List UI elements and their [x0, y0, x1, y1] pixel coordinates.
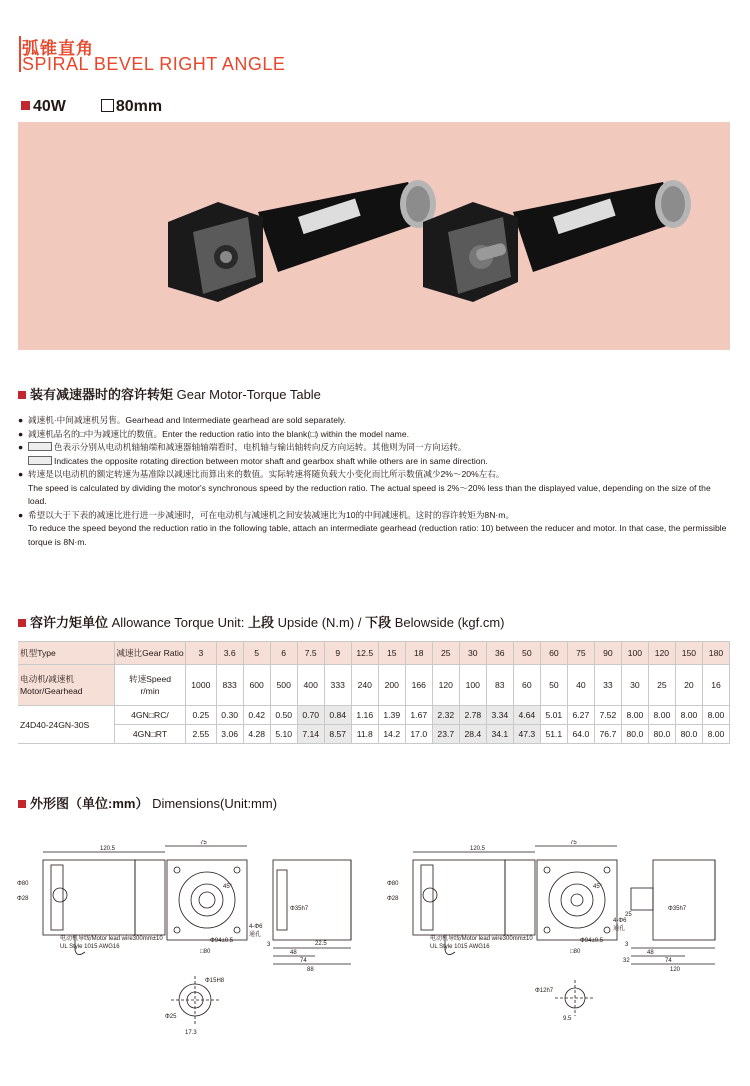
ratio-cell: 180: [702, 642, 729, 665]
type-header: 机型Type: [18, 642, 115, 665]
lead-wire-label: 电动机导线/Motor lead wire300mm±10: [430, 936, 533, 942]
dims-title-cn: 外形图（单位:mm）: [30, 796, 149, 811]
speed-cell: 120: [432, 665, 459, 706]
torque-nm-cell: 0.42: [243, 706, 270, 725]
red-square-icon: [21, 101, 30, 110]
torque-nm-cell: 6.27: [567, 706, 594, 725]
dim-holes: 4-Φ6: [249, 924, 263, 930]
speed-cell: 200: [378, 665, 405, 706]
speed-cell: 833: [216, 665, 243, 706]
speed-cell: 83: [486, 665, 513, 706]
note-item: ● 转速是以电动机的额定转速为基准除以减速比而算出来的数值。实际转速将随负载大小变化而比所示数值减少2%～20%左右。: [18, 469, 505, 479]
dim-88: 88: [307, 967, 314, 973]
dim-d80: Φ80: [387, 881, 399, 887]
torque-nm-cell: 0.30: [216, 706, 243, 725]
speed-cell: 1000: [186, 665, 217, 706]
dim-holes: 4-Φ6: [613, 918, 627, 924]
ratio-cell: 6: [270, 642, 297, 665]
spec-frame: 80mm: [115, 98, 163, 115]
speed-cell: 400: [297, 665, 324, 706]
speed-cell: 240: [351, 665, 378, 706]
torque-kgf-cell: 4.28: [243, 725, 270, 744]
torque-nm-cell: 8.00: [702, 706, 729, 725]
torque-nm-cell: 8.00: [621, 706, 648, 725]
title-accent-bar: [19, 36, 21, 72]
table-row: [18, 725, 730, 744]
dim-3: 3: [267, 942, 271, 948]
note-text: 希望以大于下表的减速比进行进一步减速时，可在电动机与减速机之间安装减速比为10的中间减速机。这时的容许转矩为8N·m。: [28, 509, 515, 520]
dim-48: 48: [290, 950, 297, 956]
dimension-drawing-right: [385, 840, 745, 1050]
ratio-cell: 3: [186, 642, 217, 665]
page-title-en: SPIRAL BEVEL RIGHT ANGLE: [22, 54, 286, 74]
speed-cell: 100: [459, 665, 486, 706]
red-square-icon: [18, 391, 26, 399]
torque-kgf-cell: 8.00: [702, 725, 729, 744]
dim-len1: 120.5: [100, 846, 116, 852]
dim-74: 74: [300, 958, 307, 964]
torque-nm-cell: 3.34: [486, 706, 513, 725]
section-heading-allowance: [18, 612, 505, 631]
ratio-cell: 5: [243, 642, 270, 665]
dim-d28: Φ28: [387, 896, 399, 902]
model-cell: Z4D40-24GN-30S: [18, 706, 115, 744]
speed-cell: 50: [540, 665, 567, 706]
torque-kgf-cell: 2.55: [186, 725, 217, 744]
dim-key: 9.5: [563, 1016, 572, 1022]
section-heading-dimensions: [18, 793, 277, 812]
ratio-cell: 75: [567, 642, 594, 665]
note-text: The speed is calculated by dividing the motor's synchronous speed by the reduction ratio. The actual speed is 2%～20% less than the displayed value, depending on the size of the load.: [28, 482, 711, 506]
dim-120: 120: [670, 967, 681, 973]
torque-table: [18, 641, 730, 744]
dim-32: 32: [623, 958, 630, 964]
torque-nm-cell: 0.50: [270, 706, 297, 725]
note-item: [18, 522, 730, 549]
dim-angle: 45°: [223, 884, 233, 890]
gray-box-icon: [28, 442, 52, 451]
ratio-cell: 60: [540, 642, 567, 665]
dim-d28: Φ28: [17, 896, 29, 902]
page-title-cn: 弧锥直角: [22, 39, 94, 58]
note-text: 转速是以电动机的额定转速为基准除以减速比而算出来的数值。实际转速将随负载大小变化而比所示数值减少2%～20%左右。: [28, 469, 505, 479]
speed-cell: 20: [675, 665, 702, 706]
note-text: To reduce the speed beyond the reduction ratio in the following table, attach an intermediate gearhead (reduction ratio: 10) between the reducer and motor. In that case, the permissible torque is 8N·m.: [28, 523, 727, 547]
ratio-cell: 18: [405, 642, 432, 665]
ratio-cell: 150: [675, 642, 702, 665]
table-row: [18, 642, 730, 665]
red-square-icon: [18, 619, 26, 627]
dim-25: 25: [625, 912, 632, 918]
torque-kgf-cell: 5.10: [270, 725, 297, 744]
torque-kgf-cell: 51.1: [540, 725, 567, 744]
table-row: [18, 706, 730, 725]
speed-cell: 60: [513, 665, 540, 706]
ratio-cell: 25: [432, 642, 459, 665]
torque-nm-cell: 0.84: [324, 706, 351, 725]
ratio-cell: 12.5: [351, 642, 378, 665]
torque-kgf-cell: 76.7: [594, 725, 621, 744]
torque-kgf-cell: 3.06: [216, 725, 243, 744]
speed-cell: 166: [405, 665, 432, 706]
torque-nm-cell: 8.00: [675, 706, 702, 725]
torque-kgf-cell: 34.1: [486, 725, 513, 744]
torque-nm-cell: 0.70: [297, 706, 324, 725]
note-text: Indicates the opposite rotating direction between motor shaft and gearbox shaft while others are in same direction.: [54, 455, 488, 466]
torque-kgf-cell: 64.0: [567, 725, 594, 744]
torque-nm-cell: 7.52: [594, 706, 621, 725]
speed-header: 转速Speed r/min: [115, 665, 186, 706]
torque-kgf-cell: 80.0: [648, 725, 675, 744]
torque-nm-cell: 1.67: [405, 706, 432, 725]
allowance-title-cn: 容许力矩单位: [30, 615, 109, 630]
torque-nm-cell: 1.16: [351, 706, 378, 725]
torque-nm-cell: 1.39: [378, 706, 405, 725]
product-photo-panel: [18, 122, 730, 350]
ratio-cell: 120: [648, 642, 675, 665]
dim-74: 74: [665, 958, 672, 964]
section-title-en: Gear Motor-Torque Table: [176, 387, 321, 402]
ratio-cell: 36: [486, 642, 513, 665]
dim-shaft: Φ35h7: [290, 906, 309, 912]
dim-3: 3: [625, 942, 629, 948]
dim-d80: Φ80: [17, 881, 29, 887]
ratio-cell: 100: [621, 642, 648, 665]
dim-pcd: Φ94±0.5: [580, 938, 604, 944]
speed-cell: 16: [702, 665, 729, 706]
ratio-header: 减速比Gear Ratio: [115, 642, 186, 665]
gearhead-rc-cell: 4GN□RC/: [115, 706, 186, 725]
dim-holes2: 通孔: [613, 926, 626, 932]
torque-nm-cell: 5.01: [540, 706, 567, 725]
dim-bore: Φ15H8: [205, 978, 225, 984]
upper-label-cn: 上段: [248, 615, 275, 630]
table-row: [18, 665, 730, 706]
ratio-cell: 50: [513, 642, 540, 665]
note-item: ● 色表示分别从电动机轴轴端和减速器轴轴端看时，电机轴与输出轴转向反方向运转。其他则为同一方向运转。: [18, 442, 467, 452]
speed-cell: 500: [270, 665, 297, 706]
torque-kgf-cell: 11.8: [351, 725, 378, 744]
torque-kgf-cell: 80.0: [621, 725, 648, 744]
dim-48: 48: [647, 950, 654, 956]
torque-kgf-cell: 17.0: [405, 725, 432, 744]
speed-cell: 40: [567, 665, 594, 706]
lead-wire-std: UL Style 1015 AWG16: [60, 944, 120, 950]
note-text: 减速机·中间减速机另售。Gearhead and Intermediate gearhead are sold separately.: [28, 415, 346, 425]
gray-box-icon: [28, 456, 52, 465]
lead-wire-label: 电动机导线/Motor lead wire300mm±10: [60, 936, 163, 942]
dim-key: 17.3: [185, 1030, 197, 1036]
note-text: 减速机品名的□中为减速比的数值。Enter the reduction ratio into the blank(□) within the model name.: [28, 428, 410, 439]
torque-kgf-cell: 28.4: [459, 725, 486, 744]
torque-kgf-cell: 7.14: [297, 725, 324, 744]
ratio-cell: 30: [459, 642, 486, 665]
note-item: ● 减速机·中间减速机另售。Gearhead and Intermediate gearhead are sold separately.: [18, 415, 346, 425]
dim-sq80: □80: [200, 949, 211, 955]
dims-title-en: Dimensions(Unit:mm): [152, 796, 278, 811]
torque-nm-cell: 2.78: [459, 706, 486, 725]
ratio-cell: 3.6: [216, 642, 243, 665]
note-item: ● 希望以大于下表的减速比进行进一步减速时，可在电动机与减速机之间安装减速比为10的中间减速机。这时的容许转矩为8N·m。: [18, 509, 515, 520]
speed-cell: 30: [621, 665, 648, 706]
dim-len2: 75: [200, 840, 207, 846]
dimension-drawing-left: [15, 840, 375, 1050]
note-item: [18, 455, 730, 469]
speed-cell: 600: [243, 665, 270, 706]
dim-angle: 45°: [593, 884, 603, 890]
dim-len2: 75: [570, 840, 577, 846]
gear-motor-photo: [18, 122, 730, 350]
gearhead-rt-cell: 4GN□RT: [115, 725, 186, 744]
torque-kgf-cell: 23.7: [432, 725, 459, 744]
torque-nm-cell: 8.00: [648, 706, 675, 725]
torque-kgf-cell: 80.0: [675, 725, 702, 744]
section-title-cn: 装有减速器时的容许转矩: [30, 387, 174, 402]
ratio-cell: 7.5: [297, 642, 324, 665]
dim-bore-d: Φ25: [165, 1014, 177, 1020]
note-item: [18, 482, 730, 509]
dim-pcd: Φ94±0.5: [210, 938, 234, 944]
torque-kgf-cell: 47.3: [513, 725, 540, 744]
speed-cell: 25: [648, 665, 675, 706]
dim-22: 22.5: [315, 941, 327, 947]
dim-sq80: □80: [570, 949, 581, 955]
upper-label-en: Upside (N.m) /: [277, 615, 362, 630]
square-frame-icon: [101, 99, 114, 112]
section-heading-torque: [18, 384, 321, 403]
lower-label-cn: 下段: [365, 615, 392, 630]
ratio-cell: 9: [324, 642, 351, 665]
dim-holes2: 通孔: [249, 932, 262, 938]
lower-label-en: Belowside (kgf.cm): [394, 615, 505, 630]
dim-len1: 120.5: [470, 846, 486, 852]
torque-kgf-cell: 14.2: [378, 725, 405, 744]
lead-wire-std: UL Style 1015 AWG16: [430, 944, 490, 950]
torque-nm-cell: 0.25: [186, 706, 217, 725]
note-item: ● 减速机品名的□中为减速比的数值。Enter the reduction ratio into the blank(□) within the model name.: [18, 428, 410, 439]
ratio-cell: 15: [378, 642, 405, 665]
torque-kgf-cell: 8.57: [324, 725, 351, 744]
dim-shaft: Φ35h7: [668, 906, 687, 912]
allowance-title-en: Allowance Torque Unit:: [111, 615, 245, 630]
speed-cell: 333: [324, 665, 351, 706]
spec-line: [21, 98, 162, 116]
note-text: 色表示分别从电动机轴轴端和减速器轴轴端看时，电机轴与输出轴转向反方向运转。其他则为同一方向运转。: [54, 442, 467, 452]
ratio-cell: 90: [594, 642, 621, 665]
notes-list: [18, 414, 730, 549]
torque-nm-cell: 4.64: [513, 706, 540, 725]
dim-shaft-d: Φ12h7: [535, 988, 554, 994]
speed-cell: 33: [594, 665, 621, 706]
torque-nm-cell: 2.32: [432, 706, 459, 725]
spec-power: 40W: [33, 98, 66, 115]
red-square-icon: [18, 800, 26, 808]
motor-header: 电动机/减速机 Motor/Gearhead: [18, 665, 115, 706]
